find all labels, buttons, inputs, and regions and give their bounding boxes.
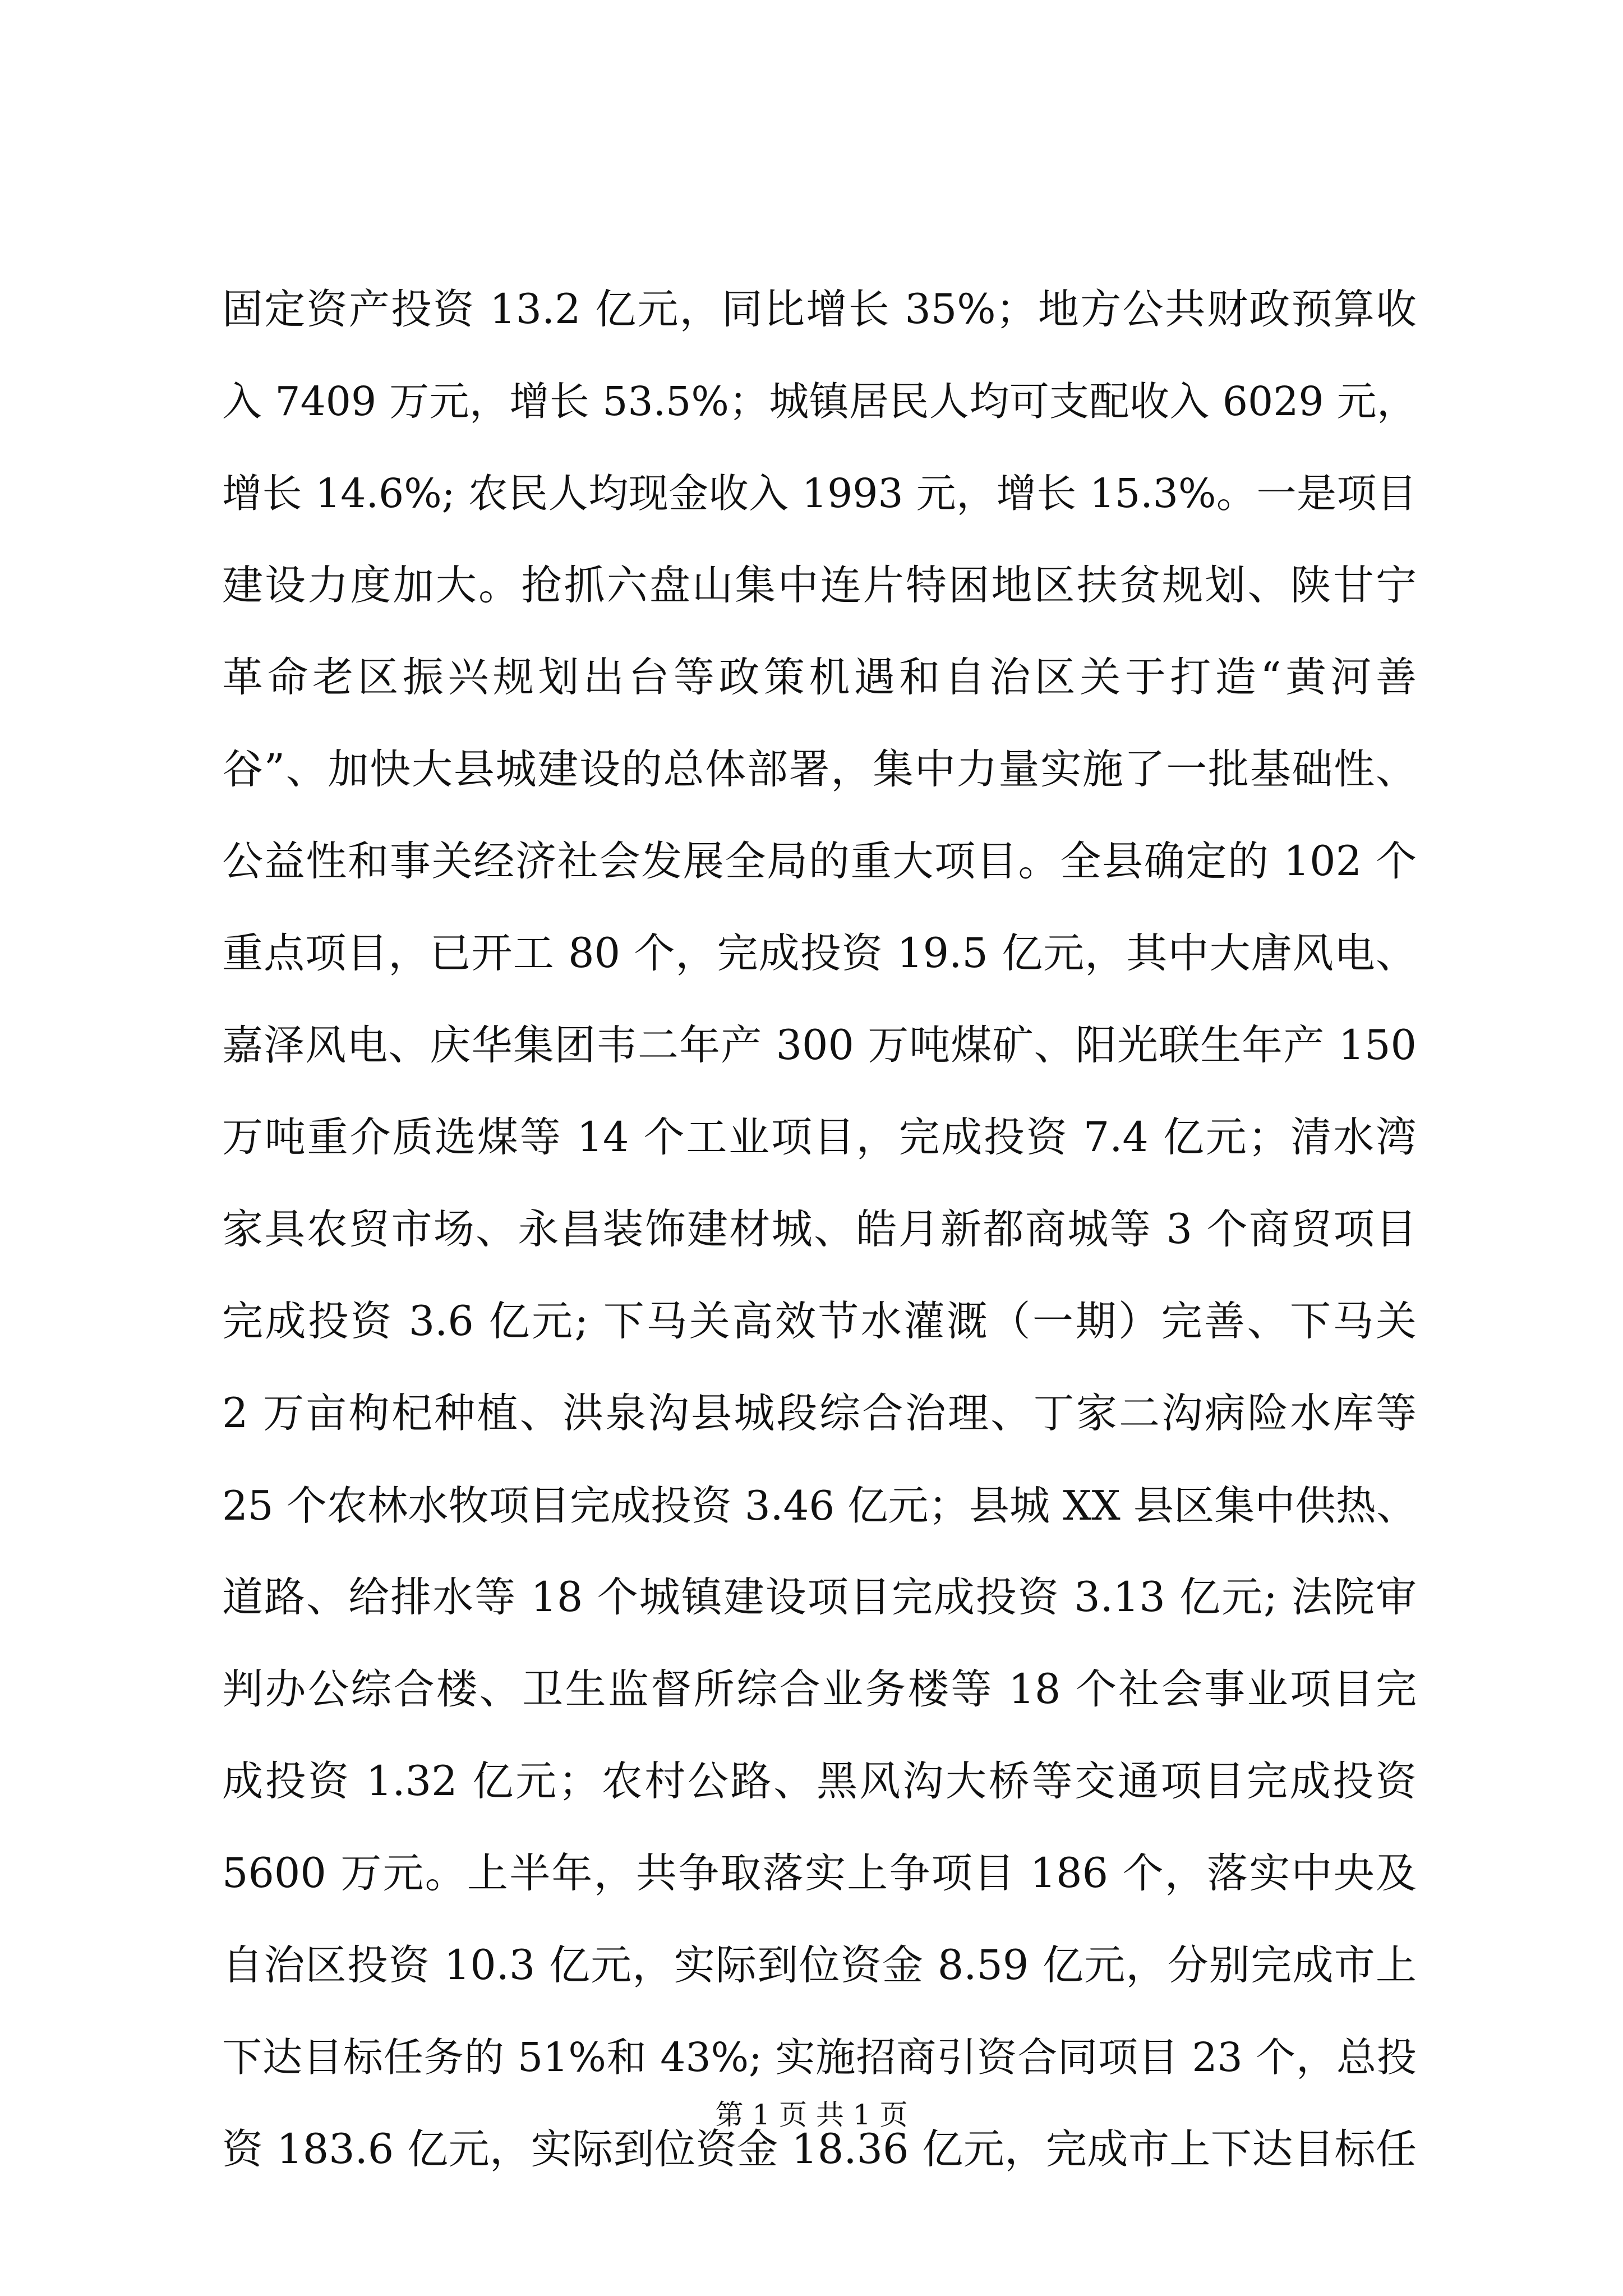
text-line: 入 7409 万元，增长 53.5%；城镇居民人均可支配收入 6029 元， [222,378,1417,425]
text-line: 嘉泽风电、庆华集团韦二年产 300 万吨煤矿、阳光联生年产 150 [222,1022,1417,1069]
text-line: 25 个农林水牧项目完成投资 3.46 亿元；县城 XX 县区集中供热、 [222,1482,1417,1529]
text-line: 固定资产投资 13.2 亿元，同比增长 35%；地方公共财政预算收 [222,286,1417,333]
text-line: 万吨重介质选煤等 14 个工业项目，完成投资 7.4 亿元；清水湾 [222,1114,1417,1161]
text-line: 谷”、加快大县城建设的总体部署，集中力量实施了一批基础性、 [222,746,1417,793]
text-line: 革命老区振兴规划出台等政策机遇和自治区关于打造“黄河善 [222,654,1417,701]
text-line: 下达目标任务的 51%和 43%; 实施招商引资合同项目 23 个，总投 [222,2034,1417,2081]
text-line: 自治区投资 10.3 亿元，实际到位资金 8.59 亿元，分别完成市上 [222,1941,1417,1989]
text-line: 建设力度加大。抢抓六盘山集中连片特困地区扶贫规划、陕甘宁 [222,562,1417,609]
text-line: 家具农贸市场、永昌装饰建材城、皓月新都商城等 3 个商贸项目 [222,1205,1417,1253]
body-text [222,264,1417,2196]
page-footer: 第 1 页 共 1 页 [715,2099,908,2131]
text-line: 增长 14.6%; 农民人均现金收入 1993 元，增长 15.3%。一是项目 [222,470,1417,517]
text-line: 判办公综合楼、卫生监督所综合业务楼等 18 个社会事业项目完 [222,1665,1417,1713]
text-line: 2 万亩枸杞种植、洪泉沟县城段综合治理、丁家二沟病险水库等 [222,1389,1417,1437]
text-line: 资 183.6 亿元，实际到位资金 18.36 亿元，完成市上下达目标任 [222,2125,1417,2173]
text-line: 完成投资 3.6 亿元; 下马关高效节水灌溉（一期）完善、下马关 [222,1297,1417,1345]
text-line: 成投资 1.32 亿元；农村公路、黑风沟大桥等交通项目完成投资 [222,1757,1417,1805]
text-line: 道路、给排水等 18 个城镇建设项目完成投资 3.13 亿元; 法院审 [222,1573,1417,1621]
text-line: 重点项目，已开工 80 个，完成投资 19.5 亿元，其中大唐风电、 [222,930,1417,977]
text-line: 5600 万元。上半年，共争取落实上争项目 186 个，落实中央及 [222,1849,1417,1897]
text-line: 公益性和事关经济社会发展全局的重大项目。全县确定的 102 个 [222,838,1417,885]
